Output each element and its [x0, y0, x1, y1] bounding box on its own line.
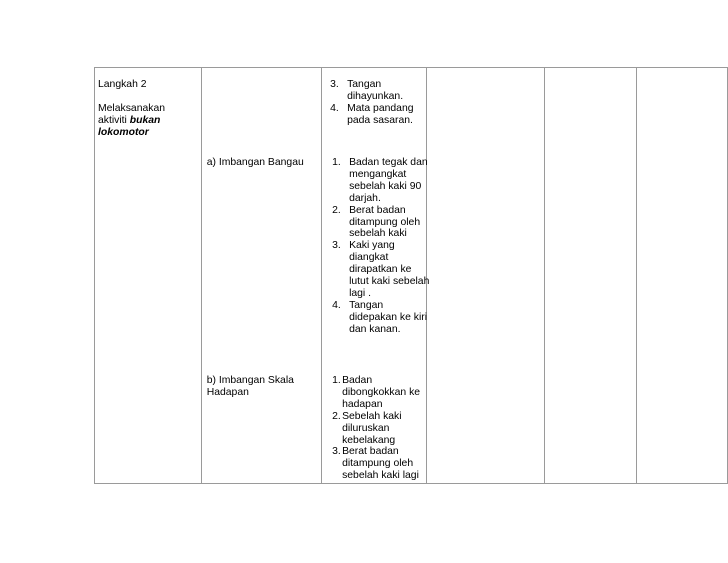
steps-column [322, 68, 430, 484]
step-description-prefix: aktiviti [98, 114, 130, 126]
list-item: 3. Berat badan ditampung oleh sebelah kaki lagi [332, 446, 419, 482]
continued-list [330, 79, 428, 127]
empty-cell [637, 68, 728, 484]
list-item: 3. Tangan dihayunkan. [330, 79, 404, 102]
empty-cell [545, 68, 637, 484]
activity-title-a: a) Imbangan Bangau [206, 157, 304, 168]
list-item: 4. Mata pandang pada sasaran. [330, 102, 414, 126]
step-description-line2 [98, 115, 197, 127]
empty-cell [426, 68, 545, 484]
activity-a-list [332, 157, 430, 336]
activity-b-list [332, 375, 432, 482]
list-item: 2. Berat badan ditampung oleh sebelah kaki [332, 204, 421, 240]
step-cell [95, 68, 202, 484]
activity-title-b: b) Imbangan Skala Hadapan [206, 375, 294, 398]
step-description-line1: Melaksanakan [98, 102, 166, 114]
list-item: 3. Kaki yang diangkat dirapatkan ke lutut kaki sebelah lagi . [332, 240, 430, 299]
lesson-plan-table [94, 67, 728, 484]
step-description-bold1: bukan [129, 114, 161, 126]
list-item: 1. Badan dibongkokkan ke hadapan [332, 375, 421, 410]
list-item: 2. Sebelah kaki diluruskan kebelakang [332, 410, 402, 446]
list-item: 4. Tangan didepakan ke kiri dan kanan. [332, 299, 428, 335]
step-label: Langkah 2 [98, 79, 147, 90]
table-row [95, 68, 728, 484]
activity-column [201, 68, 321, 484]
list-item: 1. Badan tegak dan mengangkat sebelah kaki 90 darjah. [332, 157, 428, 204]
step-description-bold2: lokomotor [98, 126, 149, 138]
